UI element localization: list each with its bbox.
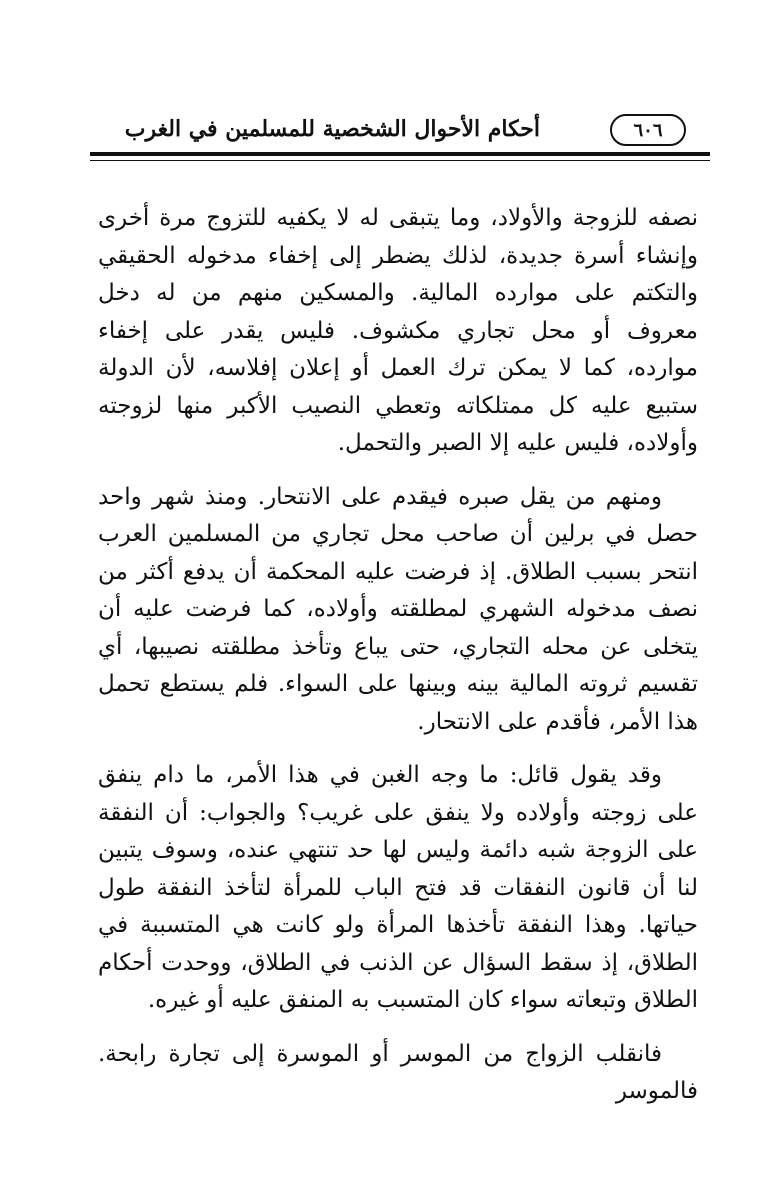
page-header [90,112,710,152]
paragraph: وقد يقول قائل: ما وجه الغبن في هذا الأمر، ما دام ينفق على زوجته وأولاده ولا ينفق على غريب؟ والجواب: أن النفقة على الزوجة شبه دائمة وليس لها حد تنتهي عنده، وسوف يتبين لنا أن قانون النفقات قد فتح الباب للمرأة لتأخذ النفقة طول حياتها. وهذا النفقة تأخذها المرأة ولو كانت هي المتسببة في الطلاق، إذ سقط السؤال عن الذنب في الطلاق، ووحدت أحكام الطلاق وتبعاته سواء كان المتسبب به المنفق عليه أو غيره. [98,762,698,1013]
header-rule-thick [90,152,710,156]
paragraph: فانقلب الزواج من الموسر أو الموسرة إلى تجارة رابحة. فالموسر [98,1040,698,1104]
running-title: أحكام الأحوال الشخصية للمسلمين في الغرب [124,116,540,142]
header-rule-thin [90,160,710,161]
paragraph: نصفه للزوجة والأولاد، وما يتبقى له لا يكفيه للتزوج مرة أخرى وإنشاء أسرة جديدة، لذلك يضطر إلى إخفاء مدخوله الحقيقي والتكتم على موارده المالية. والمسكين منهم من له دخل معروف أو محل تجاري مكشوف. فليس يقدر على إخفاء موارده، كما لا يمكن ترك العمل أو إعلان إفلاسه، لأن الدولة ستبيع عليه كل ممتلكاته وتعطي النصيب الأكبر منها لزوجته وأولاده، فليس عليه إلا الصبر والتحمل. [98,205,698,456]
page-body [98,200,698,1127]
paragraph: ومنهم من يقل صبره فيقدم على الانتحار. ومنذ شهر واحد حصل في برلين أن صاحب محل تجاري من المسلمين العرب انتحر بسبب الطلاق. إذ فرضت عليه المحكمة أن يدفع أكثر من نصف مدخوله الشهري لمطلقته وأولاده، كما فرضت عليه أن يتخلى عن محله التجاري، حتى يباع وتأخذ مطلقته نصيبها، أي تقسيم ثروته المالية بينه وبينها على السواء. فلم يستطع تحمل هذا الأمر، فأقدم على الانتحار. [98,483,698,735]
page-number: ٦٠٦ [610,114,686,146]
